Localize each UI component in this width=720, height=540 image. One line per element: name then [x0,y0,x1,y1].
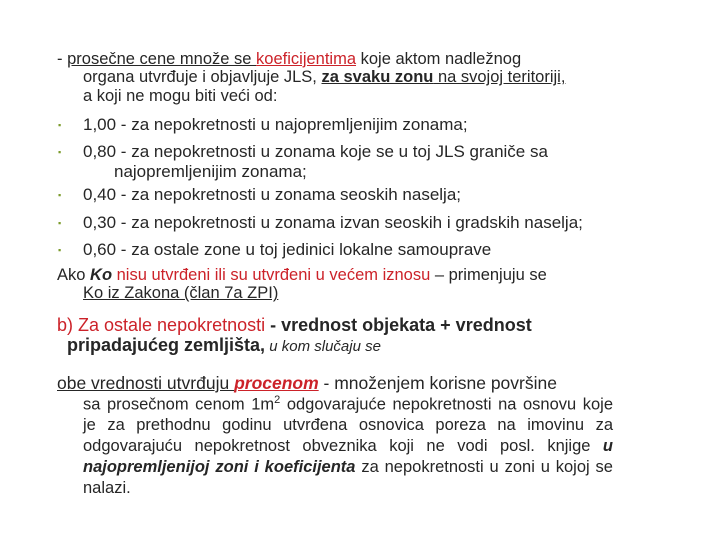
ako-text-4: – primenjuju se [430,266,547,284]
section-b-text-1: b) Za ostale nepokretnosti [57,315,271,335]
bullet-icon: ▪ [58,120,62,130]
bullet-item-2 [58,142,643,182]
intro-text-4: organa utvrđuje i objavljuje JLS, [83,68,322,87]
intro-line-3: a koji ne mogu biti veći od: [83,86,278,105]
para-text-4: sa prosečnom cenom 1m [83,395,275,414]
bullet-text: 1,00 - za nepokretnosti u najopremljenijim zonama; [83,115,468,134]
section-b-text-3: pripadajućeg zemljišta, [67,335,266,356]
ako-text-3: nisu utvrđeni ili su utvrđeni u većem iznosu [112,266,431,284]
bullet-item-3 [58,185,643,205]
intro-line-2 [57,68,637,86]
intro-koeficijentima: koeficijentima [256,50,357,68]
bullet-text: 0,40 - za nepokretnosti u zonama seoskih naselja; [83,185,462,204]
intro-text-1: prosečne cene množe se [67,50,257,68]
para-text-5: odgovarajuće nepokretnosti na osnovu koje je za prethodnu godinu utvrđena osnovica poreza na imovinu za odgovarajuću nepokretnost obveznika koji ne vodi posl. knjige [83,395,614,455]
para-superscript: 2 [274,393,281,406]
intro-paragraph [57,50,637,105]
ako-paragraph [57,266,647,303]
bullet-icon: ▪ [58,245,62,255]
ako-ko: Ko [90,266,113,284]
section-b-text-2: - vrednost objekata + vrednost [270,315,532,335]
bullet-text-cont: najopremljenijim zonama; [114,162,307,181]
bullet-item-1 [58,115,643,135]
ako-zakon-reference: Ko iz Zakona (član 7a ZPI) [83,284,279,303]
section-b-text-4: u kom slučaju se [265,338,381,356]
intro-dash: - [57,50,68,68]
para-text-3: - množenjem korisne površine [318,373,557,393]
para-text-6: u najopremljenijoj zoni i koeficijenta [83,437,613,476]
section-b-heading [57,315,647,356]
bullet-item-5 [58,240,643,260]
bullet-text: 0,60 - za ostale zone u toj jedinici lokalne samouprave [83,240,492,259]
bullet-item-4 [58,213,643,233]
intro-text-6: na svojoj teritoriji, [433,68,566,87]
intro-za-svaku-zonu: za svaku zonu [321,68,434,87]
intro-text-3: koje aktom nadležnog [356,50,522,68]
bullet-text: 0,80 - za nepokretnosti u zonama koje se u toj JLS graniče sa [83,142,548,161]
ako-text-1: Ako [57,266,91,284]
para-text-1: obe vrednosti utvrđuju [57,373,235,393]
bullet-icon: ▪ [58,147,62,157]
para-procenom: procenom [234,373,319,393]
bullet-icon: ▪ [58,218,62,228]
procena-paragraph [57,374,613,499]
bullet-icon: ▪ [58,190,62,200]
para-text-7: za nepokretnosti u zoni u kojoj se nalazi. [83,457,613,497]
bullet-text: 0,30 - za nepokretnosti u zonama izvan seoskih i gradskih naselja; [83,213,583,232]
